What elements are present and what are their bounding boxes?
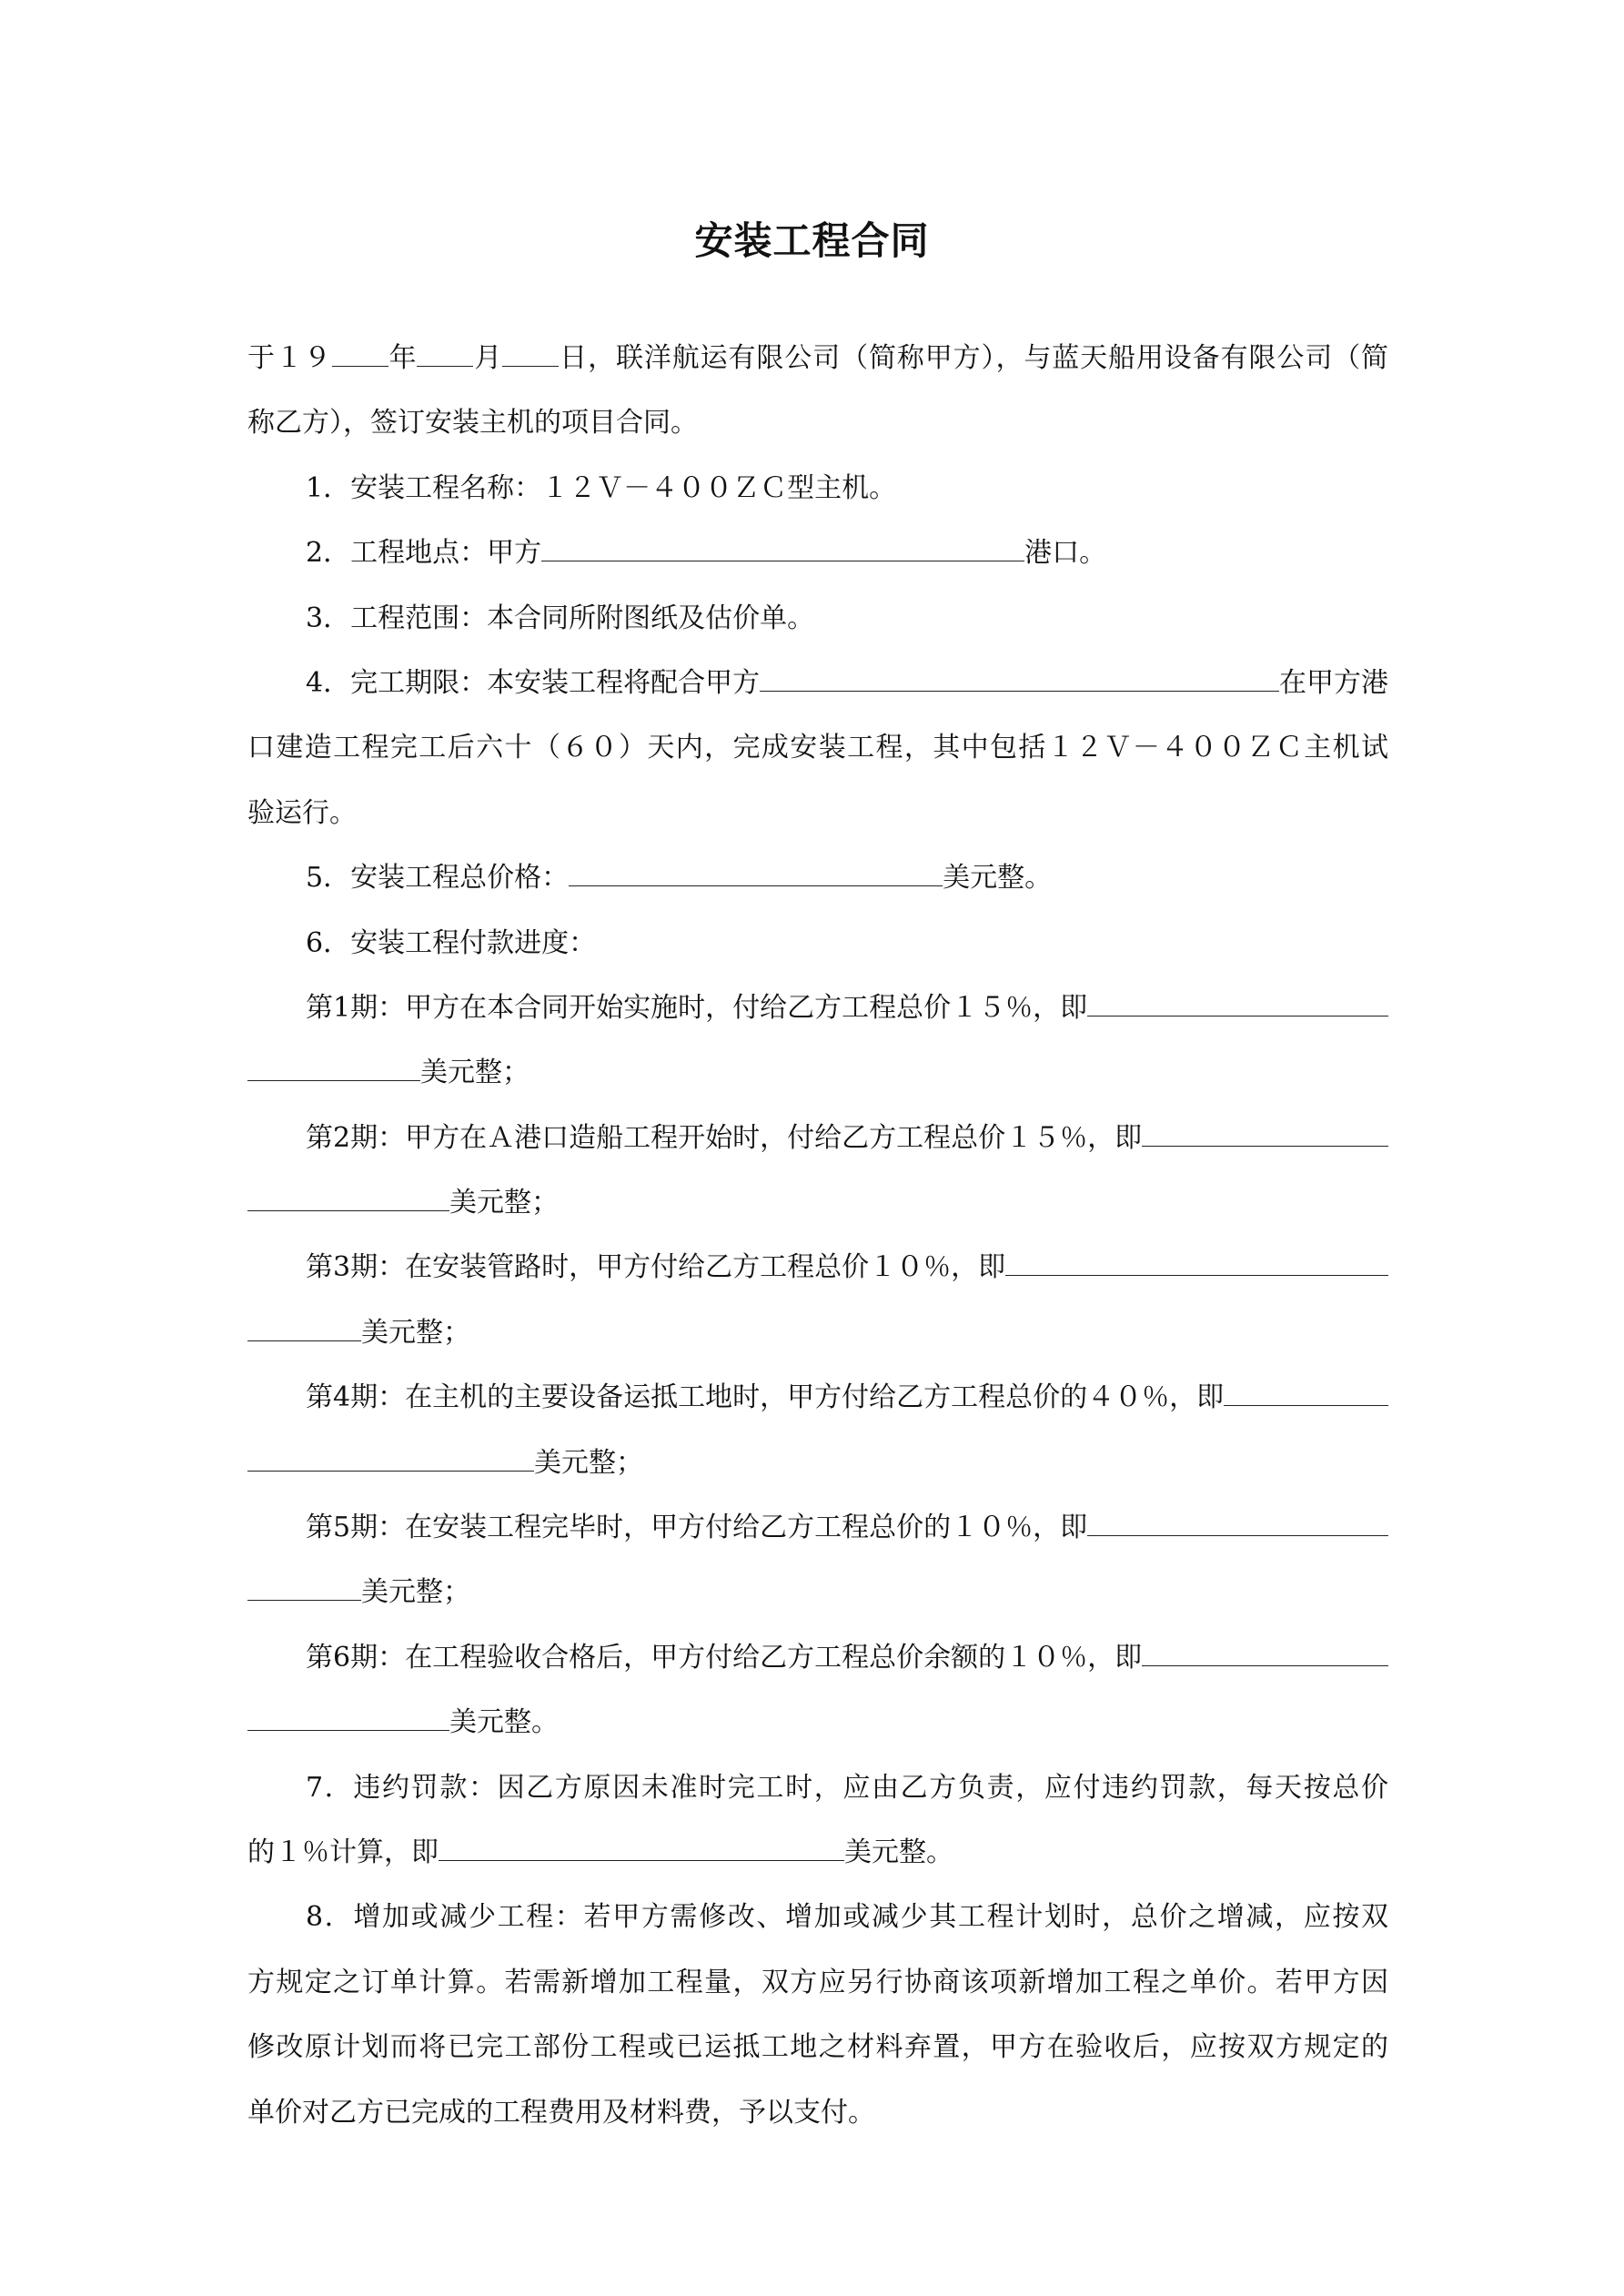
installment-3 (247, 1235, 1388, 1300)
amount-blank[interactable] (1142, 1122, 1388, 1147)
preamble-line-1 (247, 326, 1388, 390)
penalty-blank[interactable] (439, 1836, 844, 1861)
text: 5．安装工程总价格： (306, 862, 570, 895)
installment-4-end (247, 1431, 1388, 1495)
clause-3: 3．工程范围：本合同所附图纸及估价单。 (306, 602, 815, 634)
total-price-blank[interactable] (569, 862, 943, 886)
clause-4-line-1 (247, 651, 1388, 715)
installment-6 (247, 1625, 1388, 1690)
text: 第4期：在主机的主要设备运抵工地时，甲方付给乙方工程总价的４０％，即 (306, 1381, 1225, 1414)
amount-blank[interactable] (1087, 1512, 1388, 1536)
amount-blank[interactable] (247, 1057, 420, 1081)
clause-5 (247, 845, 1388, 910)
installment-4 (247, 1365, 1388, 1430)
amount-blank[interactable] (1087, 992, 1388, 1017)
clause-7-line-2 (247, 1820, 1388, 1885)
installment-1 (247, 976, 1388, 1040)
clause-8-line-1: 8．增加或减少工程：若甲方需修改、增加或减少其工程计划时，总价之增减，应按双 (306, 1901, 1388, 1934)
installment-3-end (247, 1300, 1388, 1365)
amount-blank[interactable] (247, 1706, 449, 1731)
text: 美元整； (534, 1446, 643, 1479)
text: 年 (388, 342, 418, 374)
text: 港口。 (1024, 537, 1107, 570)
clause-8-line-2: 方规定之订单计算。若需新增加工程量，双方应另行协商该项新增加工程之单价。若甲方因 (247, 1966, 1388, 1998)
text: 月 (473, 342, 503, 374)
preamble-line-2: 称乙方），签订安装主机的项目合同。 (247, 407, 698, 440)
text: 在甲方港 (1279, 666, 1388, 699)
text: 日，联洋航运有限公司（简称甲方），与蓝天船用设备有限公司（简 (559, 342, 1389, 374)
text: 美元整； (449, 1187, 559, 1219)
installment-5 (247, 1495, 1388, 1560)
text: 美元整。 (449, 1706, 559, 1739)
installment-6-end (247, 1690, 1388, 1755)
amount-blank[interactable] (247, 1576, 361, 1601)
clause-7-line-1: 7．违约罚款：因乙方原因未准时完工时，应由乙方负责，应付违约罚款，每天按总价 (306, 1771, 1388, 1804)
location-blank[interactable] (541, 537, 1024, 561)
amount-blank[interactable] (1005, 1251, 1388, 1276)
year-blank[interactable] (332, 342, 388, 367)
text: 的１％计算，即 (247, 1836, 439, 1868)
text: 第6期：在工程验收合格后，甲方付给乙方工程总价余额的１０％，即 (306, 1641, 1143, 1674)
document-title: 安装工程合同 (694, 218, 930, 263)
amount-blank[interactable] (247, 1187, 449, 1211)
text: 第5期：在安装工程完毕时，甲方付给乙方工程总价的１０％，即 (306, 1512, 1088, 1544)
clause-1: 1．安装工程名称：１２Ｖ－４００ＺＣ型主机。 (306, 471, 897, 504)
text: 美元整； (361, 1316, 470, 1349)
installment-2-end (247, 1170, 1388, 1235)
clause-8-line-4: 单价对乙方已完成的工程费用及材料费，予以支付。 (247, 2096, 875, 2129)
amount-blank[interactable] (247, 1447, 534, 1472)
installment-1-end (247, 1040, 1388, 1105)
clause-2 (247, 521, 1388, 585)
text: 4．完工期限：本安装工程将配合甲方 (306, 666, 761, 699)
schedule-blank[interactable] (760, 667, 1279, 692)
installment-2 (247, 1106, 1388, 1170)
amount-blank[interactable] (1224, 1381, 1388, 1406)
text: 美元整。 (943, 862, 1053, 895)
month-blank[interactable] (417, 342, 473, 367)
text: 美元整。 (844, 1836, 953, 1868)
text: 美元整； (361, 1576, 470, 1609)
amount-blank[interactable] (247, 1317, 361, 1341)
text: 美元整； (420, 1057, 530, 1089)
clause-8-line-3: 修改原计划而将已完工部份工程或已运抵工地之材料弃置，甲方在验收后，应按双方规定的 (247, 2031, 1388, 2064)
clause-4-line-2: 口建造工程完工后六十（６０）天内，完成安装工程，其中包括１２Ｖ－４００ＺＣ主机试 (247, 732, 1388, 764)
clause-6: 6．安装工程付款进度： (306, 926, 597, 959)
text: 于１９ (247, 342, 332, 374)
text: 第1期：甲方在本合同开始实施时，付给乙方工程总价１５％，即 (306, 991, 1088, 1024)
text: 第2期：甲方在Ａ港口造船工程开始时，付给乙方工程总价１５％，即 (306, 1121, 1143, 1154)
text: 第3期：在安装管路时，甲方付给乙方工程总价１０％，即 (306, 1251, 1006, 1284)
amount-blank[interactable] (1142, 1642, 1388, 1666)
text: 2．工程地点：甲方 (306, 537, 542, 570)
clause-4-line-3: 验运行。 (247, 796, 357, 829)
day-blank[interactable] (502, 342, 559, 367)
contract-body (247, 326, 1388, 2145)
installment-5-end (247, 1560, 1388, 1624)
